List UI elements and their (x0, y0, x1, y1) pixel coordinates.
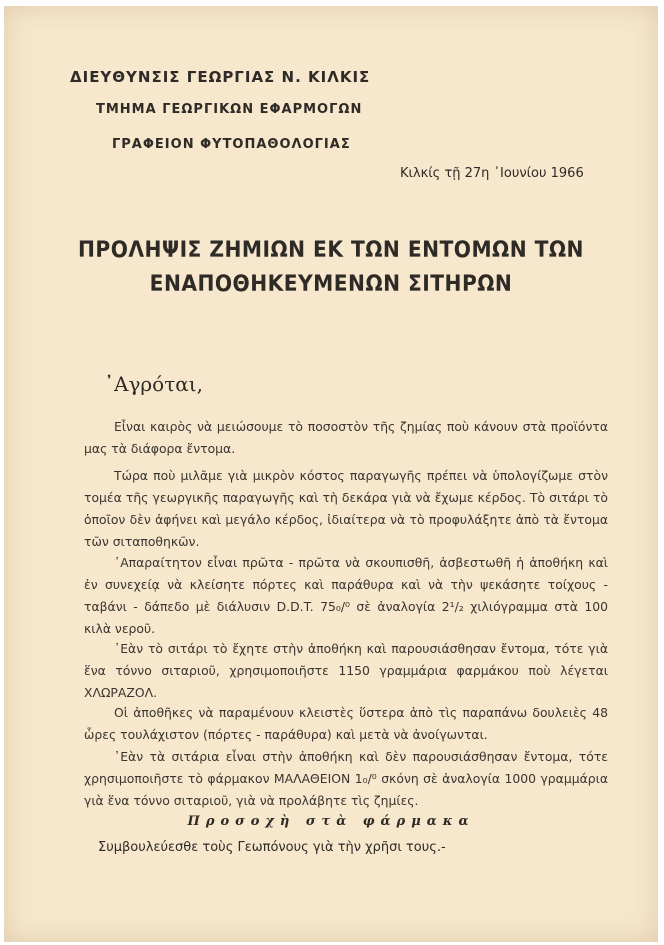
document-title-line-1: ΠΡΟΛΗΨΙΣ ΖΗΜΙΩΝ ΕΚ ΤΩΝ ΕΝΤΟΜΩΝ ΤΩΝ (78, 238, 584, 263)
department-heading: ΔΙΕΥΘΥΝΣΙΣ ΓΕΩΡΓΙΑΣ Ν. ΚΙΛΚΙΣ (70, 68, 371, 86)
document-date: Κιλκίς τῇ 27η ᾿Ιουνίου 1966 (400, 166, 584, 181)
paragraph-intro: Εἶναι καιρὸς νὰ μειώσουμε τὸ ποσοστὸν τῆς ζημίας ποὺ κάνουν στὰ προϊόντα μας τὰ διάφορα ἔντομα. (84, 419, 608, 456)
office-heading: ΓΡΑΦΕΙΟΝ ΦΥΤΟΠΑΘΟΛΟΓΙΑΣ (112, 137, 351, 152)
document-title-line-2: ΕΝΑΠΟΘΗΚΕΥΜΕΝΩΝ ΣΙΤΗΡΩΝ (149, 272, 513, 297)
section-heading: ΤΜΗΜΑ ΓΕΩΡΓΙΚΩΝ ΕΦΑΡΜΟΓΩΝ (96, 102, 363, 117)
closing-line: Συμβουλεύεσθε τοὺς Γεωπόνους γιὰ τὴν χρῆσι τους.- (98, 840, 446, 855)
paragraph-infested-treatment: ᾿Εὰν τὸ σιτάρι τὸ ἔχητε στὴν ἀποθήκη καὶ παρουσιάσθησαν ἔντομα, τότε γιὰ ἕνα τόννο σιταριοῦ, χρησιμοποιῆστε 1150 γραμμάρια φαρμάκου ποὺ λέγεται ΧΛΩΡΑΖΟΛ. (84, 641, 608, 700)
paragraph-preparation: ᾿Απαραίτητον εἶναι πρῶτα - πρῶτα νὰ σκουπισθῆ, ἀσβεστωθῆ ἡ ἀποθήκη καὶ ἐν συνεχείᾳ νὰ κλείσητε πόρτες καὶ παράθυρα καὶ νὰ τὴν ψεκάσητε τοίχους - ταβάνι - δάπεδο μὲ διάλυσιν D.D.T. 75₀/⁰ σὲ ἀναλογία 2¹/₂ χιλιόγραμμα στὰ 100 κιλὰ νεροῦ. (84, 555, 608, 636)
paragraph-cost: Τώρα ποὺ μιλᾶμε γιὰ μικρὸν κόστος παραγωγῆς πρέπει νὰ ὑπολογίζωμε στὸν τομέα τῆς γεωργικῆς παραγωγῆς καὶ τὴ δεκάρα γιὰ νὰ ἔχωμε κέρδος. Τὸ σιτάρι τὸ ὁποῖον δὲν ἀφήνει καὶ μεγάλο κέρδος, ἰδιαίτερα νὰ τὸ προφυλάξητε ἀπὸ τὰ ἔντομα τῶν σιταποθηκῶν. (84, 468, 608, 549)
paragraph-ventilation: Οἱ ἀποθῆκες νὰ παραμένουν κλειστὲς ὕστερα ἀπὸ τὶς παραπάνω δουλειὲς 48 ὧρες τουλάχιστον (πόρτες - παράθυρα) καὶ μετὰ νὰ ἀνοίγωνται. (84, 705, 608, 742)
document-page (4, 6, 658, 942)
salutation: ᾿Αγρόται, (104, 372, 203, 396)
paragraph-prevention: ᾿Εὰν τὰ σιτάρια εἶναι στὴν ἀποθήκη καὶ δὲν παρουσιάσθησαν ἔντομα, τότε χρησιμοποιῆστε τὸ φάρμακον ΜΑΛΑΘΕΙΟΝ 1₀/⁰ σκόνη σὲ ἀναλογία 1000 γραμμάρια γιὰ ἕνα τόννο σιταριοῦ, γιὰ νὰ προλάβητε τὶς ζημίες. (84, 749, 608, 808)
warning-line: Προσοχὴ στὰ φάρμακα (187, 814, 475, 829)
